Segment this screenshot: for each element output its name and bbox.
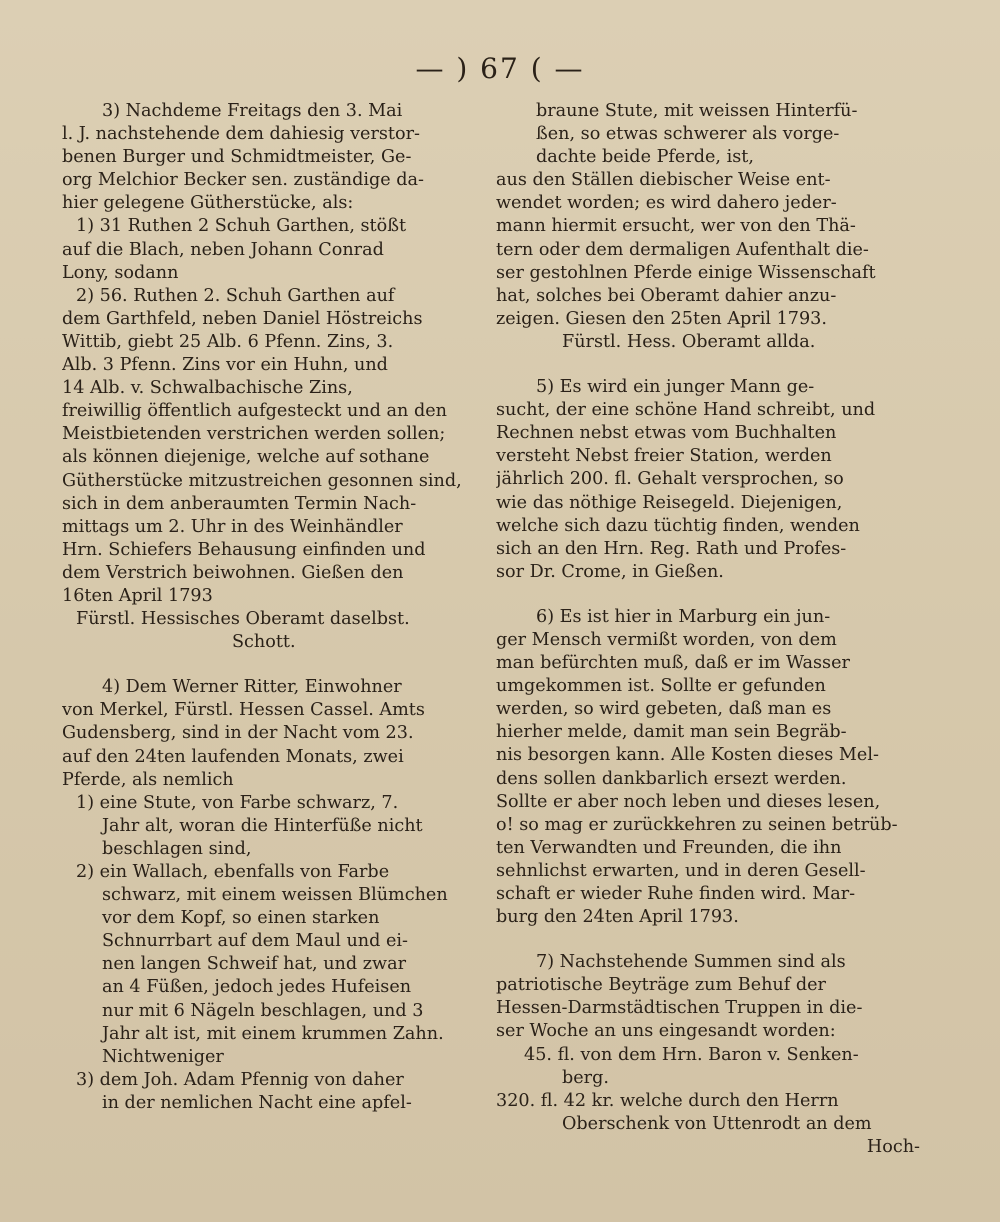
text-line: tern oder dem dermaligen Aufenthalt die- xyxy=(496,239,869,260)
text-line: als können diejenige, welche auf sothane xyxy=(62,447,430,468)
text-line: patriotische Beyträge zum Behuf der xyxy=(496,975,826,996)
text-line: ser Woche an uns eingesandt worden: xyxy=(496,1021,836,1042)
text-line: Lony, sodann xyxy=(62,262,179,283)
text-line: an 4 Füßen, jedoch jedes Hufeisen xyxy=(102,977,412,998)
text-line: zeigen. Giesen den 25ten April 1793. xyxy=(496,308,827,329)
text-line: 2) 56. Ruthen 2. Schuh Garthen auf xyxy=(76,285,395,306)
text-line: wendet worden; es wird dahero jeder- xyxy=(496,193,837,214)
text-line: 1) eine Stute, von Farbe schwarz, 7. xyxy=(76,792,399,813)
text-line: sehnlichst erwarten, und in deren Gesell- xyxy=(496,860,866,881)
text-line xyxy=(496,354,920,376)
text-line xyxy=(496,584,920,606)
text-line xyxy=(496,929,920,951)
text-line xyxy=(62,654,482,676)
text-line: o! so mag er zurückkehren zu seinen betrüb- xyxy=(496,814,898,835)
text-line: umgekommen ist. Sollte er gefunden xyxy=(496,676,826,697)
text-line: aus den Ställen diebischer Weise ent- xyxy=(496,170,831,191)
text-line: Fürstl. Hess. Oberamt allda. xyxy=(562,331,816,352)
text-line: 6) Es ist hier in Marburg ein jun- xyxy=(536,606,831,627)
text-line: jährlich 200. fl. Gehalt versprochen, so xyxy=(496,469,844,490)
text-line: wie das nöthige Reisegeld. Diejenigen, xyxy=(496,492,843,513)
text-line: vor dem Kopf, so einen starken xyxy=(102,908,380,929)
text-line: Gütherstücke mitzustreichen gesonnen sind, xyxy=(62,470,462,491)
text-line: nur mit 6 Nägeln beschlagen, und 3 xyxy=(102,1000,424,1021)
text-line: Hoch- xyxy=(866,1136,920,1157)
text-line: sucht, der eine schöne Hand schreibt, und xyxy=(496,400,876,421)
text-line: Schnurrbart auf dem Maul und ei- xyxy=(102,931,408,952)
text-line: 45. fl. von dem Hrn. Baron v. Senken- xyxy=(524,1044,859,1065)
text-line: sich in dem anberaumten Termin Nach- xyxy=(62,493,417,514)
text-line: 4) Dem Werner Ritter, Einwohner xyxy=(102,677,402,698)
text-line: sich an den Hrn. Reg. Rath und Profes- xyxy=(496,538,847,559)
text-line: Schott. xyxy=(232,632,296,653)
text-line: schaft er wieder Ruhe finden wird. Mar- xyxy=(496,884,856,904)
text-line: Sollte er aber noch leben und dieses lesen, xyxy=(496,791,881,812)
text-line: versteht Nebst freier Station, werden xyxy=(496,446,832,467)
text-line: 14 Alb. v. Schwalbachische Zins, xyxy=(62,378,353,399)
text-line: werden, so wird gebeten, daß man es xyxy=(496,699,832,720)
text-line: 5) Es wird ein junger Mann ge- xyxy=(536,377,815,398)
text-line: Jahr alt ist, mit einem krummen Zahn. xyxy=(102,1023,444,1044)
text-line: beschlagen sind, xyxy=(102,838,252,859)
text-line: Hessen-Darmstädtischen Truppen in die- xyxy=(496,998,863,1019)
text-line: hier gelegene Gütherstücke, als: xyxy=(62,193,354,214)
text-line: berg. xyxy=(562,1067,609,1088)
text-line: von Merkel, Fürstl. Hessen Cassel. Amts xyxy=(62,700,425,721)
text-line: schwarz, mit einem weissen Blümchen xyxy=(102,885,448,906)
text-line: nen langen Schweif hat, und zwar xyxy=(102,954,406,975)
text-line: Nichtweniger xyxy=(102,1046,224,1067)
right-column xyxy=(496,100,920,1159)
text-line: auf den 24ten laufenden Monats, zwei xyxy=(62,746,404,767)
text-line: Meistbietenden verstrichen werden sollen; xyxy=(62,424,446,445)
text-line: l. J. nachstehende dem dahiesig verstor- xyxy=(62,124,420,145)
text-line: mittags um 2. Uhr in des Weinhändler xyxy=(62,516,403,537)
text-line: benen Burger und Schmidtmeister, Ge- xyxy=(62,147,412,168)
left-column xyxy=(62,100,482,1115)
text-line: Rechnen nebst etwas vom Buchhalten xyxy=(496,423,837,444)
text-line: 1) 31 Ruthen 2 Schuh Garthen, stößt xyxy=(76,216,407,237)
text-line: dachte beide Pferde, ist, xyxy=(536,147,754,168)
text-line: Wittib, giebt 25 Alb. 6 Pfenn. Zins, 3. xyxy=(62,331,394,352)
text-line: hat, solches bei Oberamt dahier anzu- xyxy=(496,285,837,306)
page-number-header: — ) 67 ( — xyxy=(415,52,585,85)
text-line: hierher melde, damit man sein Begräb- xyxy=(496,722,847,743)
text-line: 320. fl. 42 kr. welche durch den Herrn xyxy=(496,1090,839,1111)
text-line: mann hiermit ersucht, wer von den Thä- xyxy=(496,216,856,237)
text-line: Alb. 3 Pfenn. Zins vor ein Huhn, und xyxy=(62,355,388,376)
text-line: ßen, so etwas schwerer als vorge- xyxy=(536,124,840,145)
text-line: org Melchior Becker sen. zuständige da- xyxy=(62,170,424,191)
text-line: Fürstl. Hessisches Oberamt daselbst. xyxy=(76,609,410,630)
text-line: auf die Blach, neben Johann Conrad xyxy=(62,239,384,260)
text-line: freiwillig öffentlich aufgesteckt und an den xyxy=(62,401,447,422)
text-line: sor Dr. Crome, in Gießen. xyxy=(496,561,724,582)
text-line: Jahr alt, woran die Hinterfüße nicht xyxy=(102,815,423,836)
text-line: 3) dem Joh. Adam Pfennig von daher xyxy=(76,1069,404,1090)
text-line: 7) Nachstehende Summen sind als xyxy=(536,952,846,973)
text-line: in der nemlichen Nacht eine apfel- xyxy=(102,1092,412,1113)
text-line: man befürchten muß, daß er im Wasser xyxy=(496,653,850,674)
text-line: 2) ein Wallach, ebenfalls von Farbe xyxy=(76,862,390,882)
text-line: Pferde, als nemlich xyxy=(62,769,234,790)
text-line: ger Mensch vermißt worden, von dem xyxy=(496,629,837,650)
text-line: Gudensberg, sind in der Nacht vom 23. xyxy=(62,723,414,744)
text-line: burg den 24ten April 1793. xyxy=(496,907,739,928)
text-line: dens sollen dankbarlich ersezt werden. xyxy=(496,768,847,789)
text-line: Oberschenk von Uttenrodt an dem xyxy=(562,1113,872,1134)
text-line: 16ten April 1793 xyxy=(62,585,213,606)
text-line: Hrn. Schiefers Behausung einfinden und xyxy=(62,539,426,560)
text-line: ser gestohlnen Pferde einige Wissenschaft xyxy=(496,262,876,283)
text-line: ten Verwandten und Freunden, die ihn xyxy=(496,837,842,858)
text-line: nis besorgen kann. Alle Kosten dieses Mel- xyxy=(496,745,879,766)
text-line: welche sich dazu tüchtig finden, wenden xyxy=(496,515,860,536)
text-line: dem Verstrich beiwohnen. Gießen den xyxy=(62,562,404,583)
text-line: braune Stute, mit weissen Hinterfü- xyxy=(536,101,858,121)
text-line: dem Garthfeld, neben Daniel Höstreichs xyxy=(62,308,423,329)
text-line: 3) Nachdeme Freitags den 3. Mai xyxy=(102,101,403,121)
